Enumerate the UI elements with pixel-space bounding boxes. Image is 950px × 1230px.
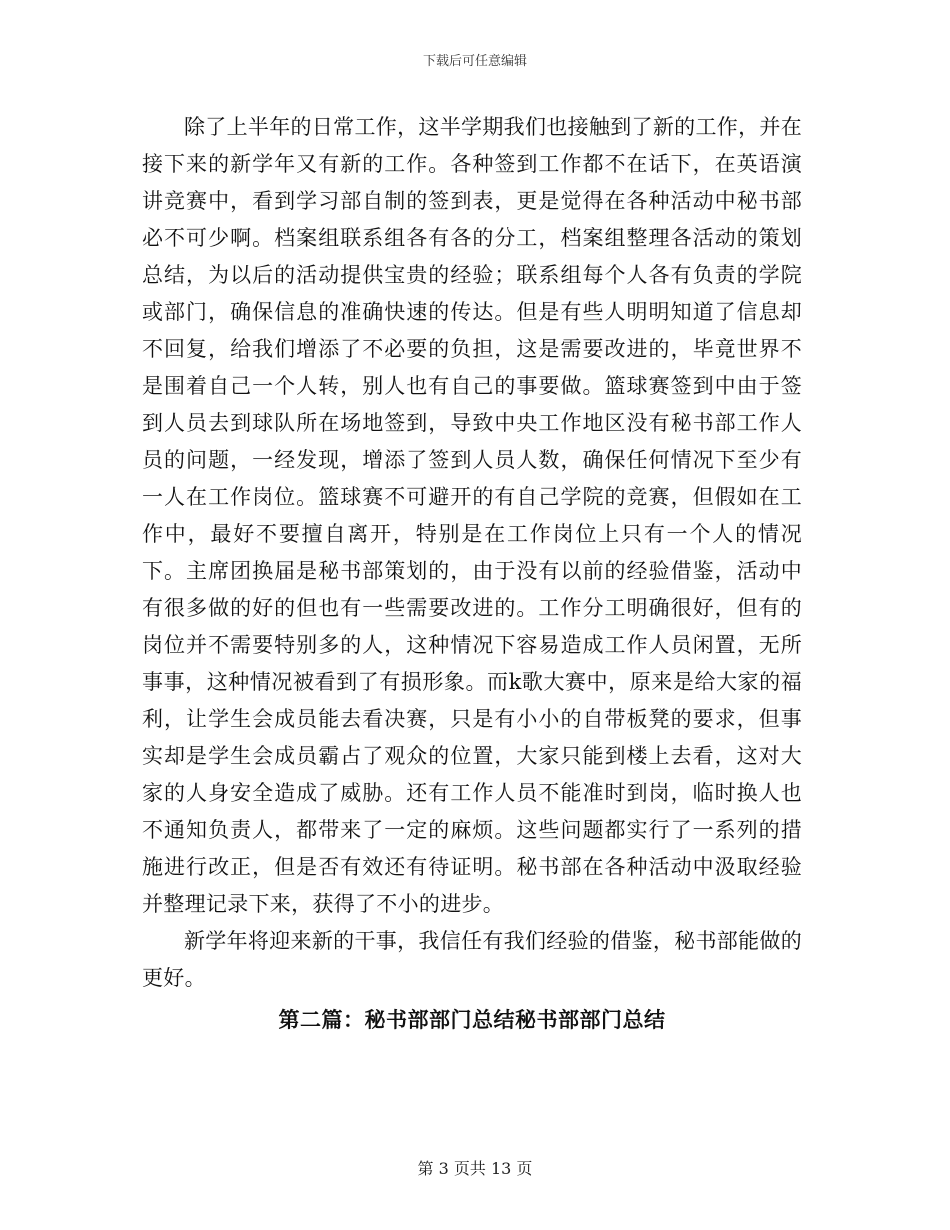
page-number-footer: 第 3 页共 13 页 <box>417 1159 533 1178</box>
body-paragraph-1: 除了上半年的日常工作，这半学期我们也接触到了新的工作，并在接下来的新学年又有新的工作。各种签到工作都不在话下，在英语演讲竞赛中，看到学习部自制的签到表，更是觉得在各种活动中秘书部必不可少啊。档案组联系组各有各的分工，档案组整理各活动的策划总结，为以后的活动提供宝贵的经验；联系组每个人各有负责的学院或部门，确保信息的准确快速的传达。但是有些人明明知道了信息却不回复，给我们增添了不必要的负担，这是需要改进的，毕竟世界不是围着自己一个人转，别人也有自己的事要做。篮球赛签到中由于签到人员去到球队所在场地签到，导致中央工作地区没有秘书部工作人员的问题，一经发现，增添了签到人员人数，确保任何情况下至少有一人在工作岗位。篮球赛不可避开的有自己学院的竞赛，但假如在工作中，最好不要擅自离开，特别是在工作岗位上只有一个人的情况下。主席团换届是秘书部策划的，由于没有以前的经验借鉴，活动中有很多做的好的但也有一些需要改进的。工作分工明确很好，但有的岗位并不需要特别多的人，这种情况下容易造成工作人员闲置，无所事事，这种情况被看到了有损形象。而k歌大赛中，原来是给大家的福利，让学生会成员能去看决赛，只是有小小的自带板凳的要求，但事实却是学生会成员霸占了观众的位置，大家只能到楼上去看，这对大家的人身安全造成了威胁。还有工作人员不能准时到岗，临时换人也不通知负责人，都带来了一定的麻烦。这些问题都实行了一系列的措施进行改正，但是否有效还有待证明。秘书部在各种活动中汲取经验并整理记录下来，获得了不小的进步。 <box>142 115 802 916</box>
document-body <box>142 109 802 1038</box>
body-paragraph-2: 新学年将迎来新的干事，我信任有我们经验的借鉴，秘书部能做的更好。 <box>142 929 802 990</box>
page-header-note: 下载后可任意编辑 <box>422 54 527 69</box>
section-heading: 第二篇：秘书部部门总结秘书部部门总结 <box>278 1007 666 1032</box>
